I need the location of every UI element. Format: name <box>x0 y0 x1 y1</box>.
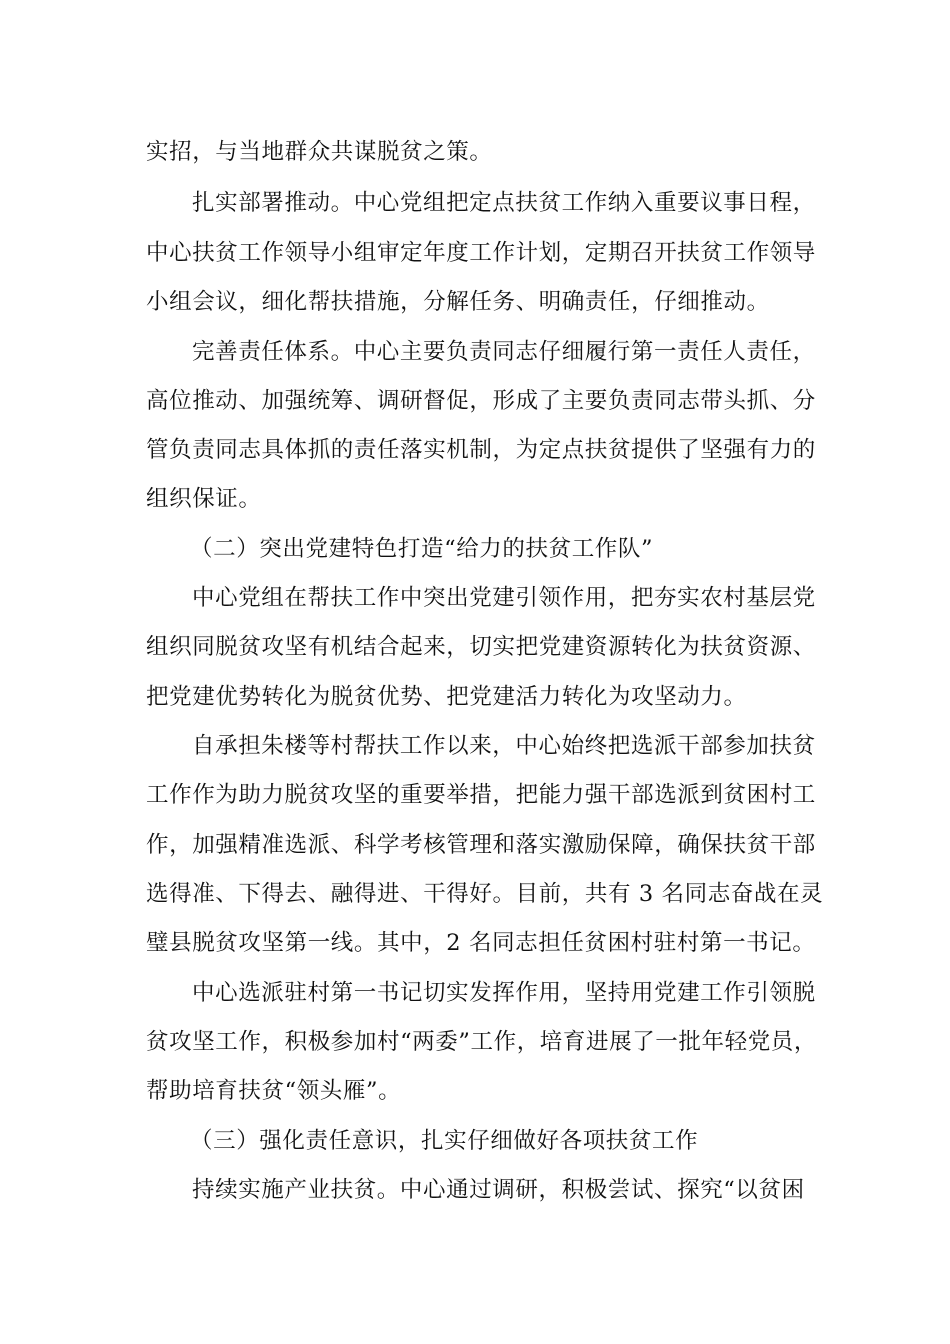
text-line: 帮助培育扶贫“领头雁”。 <box>146 1078 402 1104</box>
text-line: 完善责任体系。中心主要负责同志仔细履行第一责任人责任， <box>192 339 816 365</box>
text-line: 组织同脱贫攻坚有机结合起来，切实把党建资源转化为扶贫资源、 <box>146 634 816 660</box>
text-line: 实招，与当地群众共谋脱贫之策。 <box>146 139 493 165</box>
text-line: 持续实施产业扶贫。中心通过调研，积极尝试、探究“以贫困 <box>192 1177 805 1203</box>
section-heading: （二）突出党建特色打造“给力的扶贫工作队” <box>190 536 654 562</box>
text-line: 中心党组在帮扶工作中突出党建引领作用，把夯实农村基层党 <box>192 585 816 611</box>
text-line: 璧县脱贫攻坚第一线。其中，2 名同志担任贫困村驻村第一书记。 <box>146 930 816 956</box>
text-line: 把党建优势转化为脱贫优势、把党建活力转化为攻坚动力。 <box>146 684 747 710</box>
text-line: 高位推动、加强统筹、调研督促，形成了主要负责同志带头抓、分 <box>146 388 816 414</box>
section-heading: （三）强化责任意识，扎实仔细做好各项扶贫工作 <box>190 1128 699 1154</box>
text-line: 工作作为助力脱贫攻坚的重要举措，把能力强干部选派到贫困村工 <box>146 782 816 808</box>
text-line: 中心扶贫工作领导小组审定年度工作计划，定期召开扶贫工作领导 <box>146 240 816 266</box>
text-line: 小组会议，细化帮扶措施，分解任务、明确责任，仔细推动。 <box>146 289 770 315</box>
text-line: 贫攻坚工作，积极参加村“两委”工作，培育进展了一批年轻党员， <box>146 1029 818 1055</box>
text-line: 中心选派驻村第一书记切实发挥作用，坚持用党建工作引领脱 <box>192 980 816 1006</box>
text-line: 作，加强精准选派、科学考核管理和落实激励保障，确保扶贫干部 <box>146 832 816 858</box>
text-line: 管负责同志具体抓的责任落实机制，为定点扶贫提供了坚强有力的 <box>146 437 816 463</box>
text-line: 组织保证。 <box>146 486 262 512</box>
text-line: 选得准、下得去、融得进、干得好。目前，共有 3 名同志奋战在灵 <box>146 881 824 907</box>
text-line: 自承担朱楼等村帮扶工作以来，中心始终把选派干部参加扶贫 <box>192 733 816 759</box>
text-line: 扎实部署推动。中心党组把定点扶贫工作纳入重要议事日程， <box>192 190 816 216</box>
